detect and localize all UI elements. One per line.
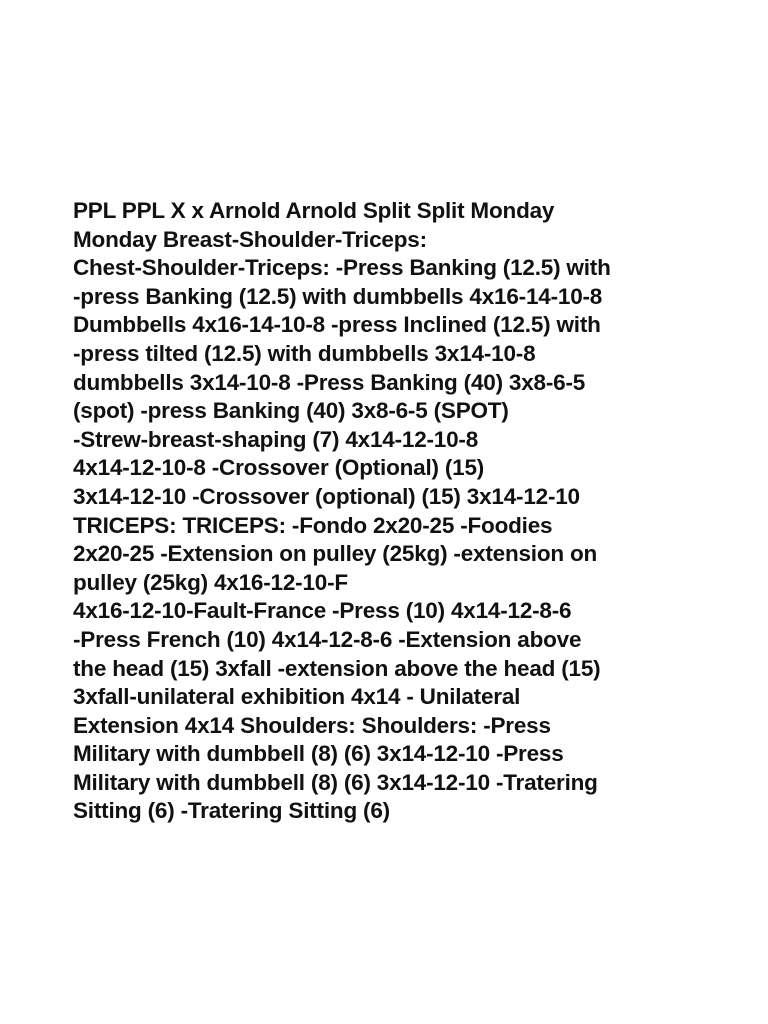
- text-line-20: Military with dumbbell (8) (6) 3x14-12-10 -Press: [73, 741, 564, 767]
- text-line-17: the head (15) 3xfall -extension above the head (15): [73, 655, 601, 681]
- text-line-4: -press Banking (12.5) with dumbbells 4x16-14-10-8: [73, 283, 603, 309]
- text-line-3: Chest-Shoulder-Triceps: -Press Banking (12.5) with: [73, 255, 611, 281]
- text-line-16: -Press French (10) 4x14-12-8-6 -Extension above: [73, 626, 582, 652]
- text-line-22: Sitting (6) -Tratering Sitting (6): [73, 798, 390, 824]
- text-line-8: (spot) -press Banking (40) 3x8-6-5 (SPOT): [73, 398, 509, 424]
- text-line-13: 2x20-25 -Extension on pulley (25kg) -extension on: [73, 541, 598, 567]
- text-line-9: -Strew-breast-shaping (7) 4x14-12-10-8: [73, 426, 479, 452]
- text-line-7: dumbbells 3x14-10-8 -Press Banking (40) 3x8-6-5: [73, 369, 586, 395]
- text-line-6: -press tilted (12.5) with dumbbells 3x14-10-8: [73, 340, 536, 366]
- text-line-10: 4x14-12-10-8 -Crossover (Optional) (15): [73, 455, 485, 481]
- text-line-19: Extension 4x14 Shoulders: Shoulders: -Press: [73, 712, 551, 738]
- text-line-15: 4x16-12-10-Fault-France -Press (10) 4x14-12-8-6: [73, 598, 572, 624]
- text-line-21: Military with dumbbell (8) (6) 3x14-12-10 -Tratering: [73, 769, 598, 795]
- text-line-5: Dumbbells 4x16-14-10-8 -press Inclined (12.5) with: [73, 312, 601, 338]
- text-line-12: TRICEPS: TRICEPS: -Fondo 2x20-25 -Foodies: [73, 512, 553, 538]
- document-body-text: [73, 197, 713, 826]
- text-line-18: 3xfall-unilateral exhibition 4x14 - Unilateral: [73, 684, 521, 710]
- text-line-14: pulley (25kg) 4x16-12-10-F: [73, 569, 348, 595]
- text-line-1: PPL PPL X x Arnold Arnold Split Split Monday: [73, 198, 555, 223]
- text-line-11: 3x14-12-10 -Crossover (optional) (15) 3x14-12-10: [73, 483, 580, 509]
- text-line-2: Monday Breast-Shoulder-Triceps:: [73, 226, 427, 252]
